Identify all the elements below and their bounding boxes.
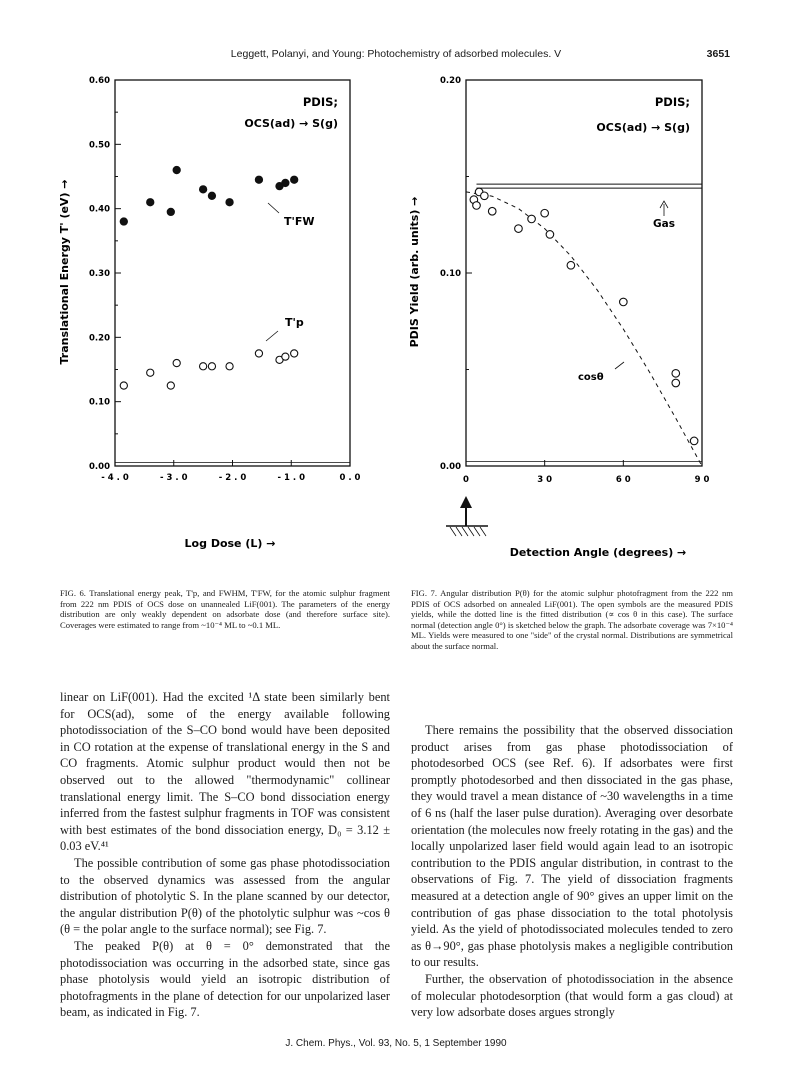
fig7-y-ticks	[440, 76, 472, 472]
fig6-annot-p: T'p	[285, 316, 304, 329]
body-left-paragraph: linear on LiF(001). Had the excited ¹Δ state been similarly bent for OCS(ad), some of the energy available following photodissociation of the S–CO bond would have been deposited in CO rotation at the expense of translational energy in the S and CO fragments. Atomic sulphur product would then not be observed out to the allowed "thermodynamic" collinear translational energy limit. The S–CO bond dissociation energy inferred from the fastest sulphur fragments in TOF was consistent with best estimates of the bond dissociation energy, D₀ = 3.12 ± 0.03 eV.⁴¹	[60, 690, 390, 854]
fig6-xtick-label: - 4 . 0	[101, 473, 129, 483]
figure-7-caption: FIG. 7. Angular distribution P(θ) for the atomic sulphur photofragment from the 222 nm PDIS of OCS adsorbed on annealed LiF(001). The open symbols are the measured PDIS yields, while the dotted line is the fitted distribution (∝ cos θ in this case). The surface normal (detection angle 0°) is sketched below the graph. The adsorbate coverage was 7×10⁻⁴ ML. Yields were measured to one "side" of the crystal normal. Distributions are symmetrical about the surface normal.	[411, 588, 733, 651]
fig6-label-line2: OCS(ad) → S(g)	[244, 117, 338, 130]
fig6-xlabel: Log Dose (L) →	[184, 537, 276, 550]
fig7-point	[488, 207, 496, 215]
page-number: 3651	[706, 48, 730, 60]
fig7-point	[541, 209, 549, 217]
body-left-column	[60, 689, 390, 1021]
fig7-point	[690, 437, 698, 445]
fig7-point	[473, 202, 481, 210]
body-right-paragraph: There remains the possibility that the observed dissociation product arises from gas phase photodissociation of photodesorbed OCS (see Ref. 6). If adsorbates were first promptly photodesorbed and then dissociated in the gas phase, they would travel a mean distance of ~30 wavelengths in a time of 6 ns (half the laser pulse duration). Averaging over desorbate orientation (the molecules now freely rotating in the gas) and the locally unpolarized laser field would again lead to an isotropic contribution to the PDIS angular distribution, in contrast to the observations of Fig. 7. The yield of dissociation fragments measured at a detection angle of 90° gives an upper limit on the contribution of gas phase dissociation to the total photolysis yield. As the yield of photodissociated molecules tended to zero as θ→90°, gas phase photolysis makes a negligible contribution to our results.	[411, 723, 733, 970]
surface-normal-sketch	[446, 496, 488, 536]
fig6-label-line1: PDIS;	[302, 95, 338, 109]
fig7-point	[620, 298, 628, 306]
fig7-point	[672, 370, 680, 378]
body-right-paragraph: Further, the observation of photodissociation in the absence of molecular photodesorption (that would form a gas cloud) at very low adsorbate doses argues strongly	[411, 971, 733, 1020]
fig6-ytick-label: 0.20	[89, 333, 110, 344]
fig7-xtick-label: 6 0	[615, 475, 631, 485]
fig7-annot-gas: Gas	[653, 218, 675, 230]
fig6-ytick-label: 0.40	[89, 204, 110, 215]
fig7-point	[515, 225, 523, 233]
fig6-ytick-label: 0.30	[89, 269, 110, 279]
fig7-x-ticks	[463, 460, 709, 485]
fig6-ytick-label: 0.10	[89, 397, 110, 408]
fig6-xtick-label: - 1 . 0	[277, 473, 305, 483]
journal-footer: J. Chem. Phys., Vol. 93, No. 5, 1 September 1990	[285, 1038, 507, 1049]
body-right-column	[411, 722, 733, 1021]
fig7-xtick-label: 3 0	[537, 475, 553, 485]
fig7-point	[567, 261, 575, 269]
fig7-annot-cos: cosθ	[578, 372, 604, 383]
figure-6-caption: FIG. 6. Translational energy peak, T'p, and FWHM, T'FW, for the atomic sulphur fragment from 222 nm PDIS of OCS dose on unannealed LiF(001). The parameters of the energy distribution are only weakly dependent on adsorbate dose (and therefore surface site). Coverages were estimated to range from ~10⁻⁴ ML to ~0.1 ML.	[60, 588, 390, 630]
fig7-xtick-label: 0	[463, 475, 469, 485]
fig6-annot-fw: T'FW	[284, 215, 315, 228]
fig7-annot-cos-arrow	[615, 362, 624, 369]
fig7-label-line2: OCS(ad) → S(g)	[596, 121, 690, 134]
fig6-ytick-label: 0.60	[89, 76, 110, 86]
fig7-cos-fit-line	[466, 192, 702, 466]
fig7-ytick-label: 0.00	[440, 462, 461, 472]
fig7-ylabel: PDIS Yield (arb. units) →	[408, 196, 421, 348]
fig6-ytick-label: 0.50	[89, 140, 110, 151]
fig7-xlabel: Detection Angle (degrees) →	[509, 546, 687, 559]
running-title: Leggett, Polanyi, and Young: Photochemistry of adsorbed molecules. V	[230, 48, 562, 60]
body-left-paragraph: The peaked P(θ) at θ = 0° demonstrated that the photodissociation was occurring in the adsorbed state, since gas phase photolysis would yield an isotropic distribution of photofragments in the plane of detection for our unpolarized laser beam, as indicated in Fig. 7.	[60, 938, 390, 1020]
fig6-xtick-label: 0 . 0	[339, 473, 361, 483]
body-left-paragraph: The possible contribution of some gas phase photodissociation to the observed dynamics was assessed from the angular distribution of photolytic S. In the plane scanned by our detector, the angular distribution P(θ) of the photolytic sulphur was ~cos θ (θ = the polar angle to the surface normal); see Fig. 7.	[60, 855, 390, 937]
fig6-xtick-label: - 3 . 0	[160, 473, 188, 483]
fig6-ytick-label: 0.00	[89, 462, 110, 472]
fig7-point	[481, 192, 489, 200]
fig7-ytick-label: 0.20	[440, 76, 461, 86]
fig7-point	[528, 215, 536, 223]
fig6-ylabel: Translational Energy T' (eV) →	[58, 179, 71, 365]
fig7-label-line1: PDIS;	[654, 95, 690, 109]
fig7-xtick-label: 9 0	[694, 475, 710, 485]
fig7-point	[546, 231, 554, 239]
fig7-ytick-label: 0.10	[440, 269, 461, 279]
fig6-xtick-label: - 2 . 0	[218, 473, 247, 483]
fig7-point	[672, 379, 680, 387]
